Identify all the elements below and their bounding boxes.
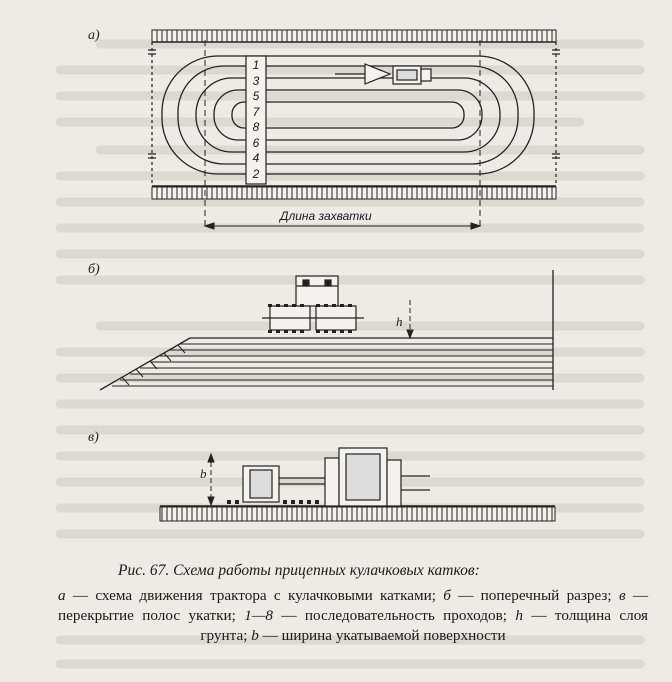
caption-text: — схема движения трактора с кулачковыми катками;: [65, 587, 444, 604]
caption-key: в: [618, 587, 626, 604]
caption-key: 1—8: [244, 607, 273, 624]
figure-caption-body: [58, 586, 648, 646]
caption-text: — толщина слоя грунта;: [200, 607, 648, 644]
pass-number: 6: [252, 135, 260, 150]
panel-c-label: в): [88, 430, 99, 445]
caption-text: — последовательность проходов;: [272, 607, 516, 624]
pass-number: 3: [252, 73, 260, 88]
pass-number: 8: [252, 120, 260, 134]
caption-key: б: [443, 587, 451, 604]
pass-number: 4: [252, 151, 260, 165]
pass-number: 7: [252, 104, 260, 119]
panel-b-label: б): [88, 262, 100, 277]
panel-a-label: а): [88, 28, 100, 43]
caption-text: — ширина укатываемой поверхности: [258, 627, 506, 644]
caption-key: b: [251, 627, 259, 644]
dimension-label: Длина захватки: [280, 209, 372, 223]
thickness-symbol: h: [396, 314, 403, 329]
pass-number: 5: [252, 89, 260, 103]
figure-caption-title: Рис. 67. Схема работы прицепных кулачковых катков:: [118, 562, 480, 579]
caption-key: h: [515, 607, 523, 624]
roller-overlap-icon: [243, 448, 430, 506]
caption-text: — поперечный разрез;: [450, 587, 619, 604]
width-symbol: b: [200, 466, 207, 481]
caption-key: а: [58, 587, 66, 604]
panel-c-ground: [160, 507, 555, 521]
caption-text: — перекрытие полос укатки;: [58, 587, 648, 624]
width-dimension: [208, 454, 214, 505]
pass-number: 1: [252, 58, 260, 72]
pass-number: 2: [252, 166, 260, 181]
